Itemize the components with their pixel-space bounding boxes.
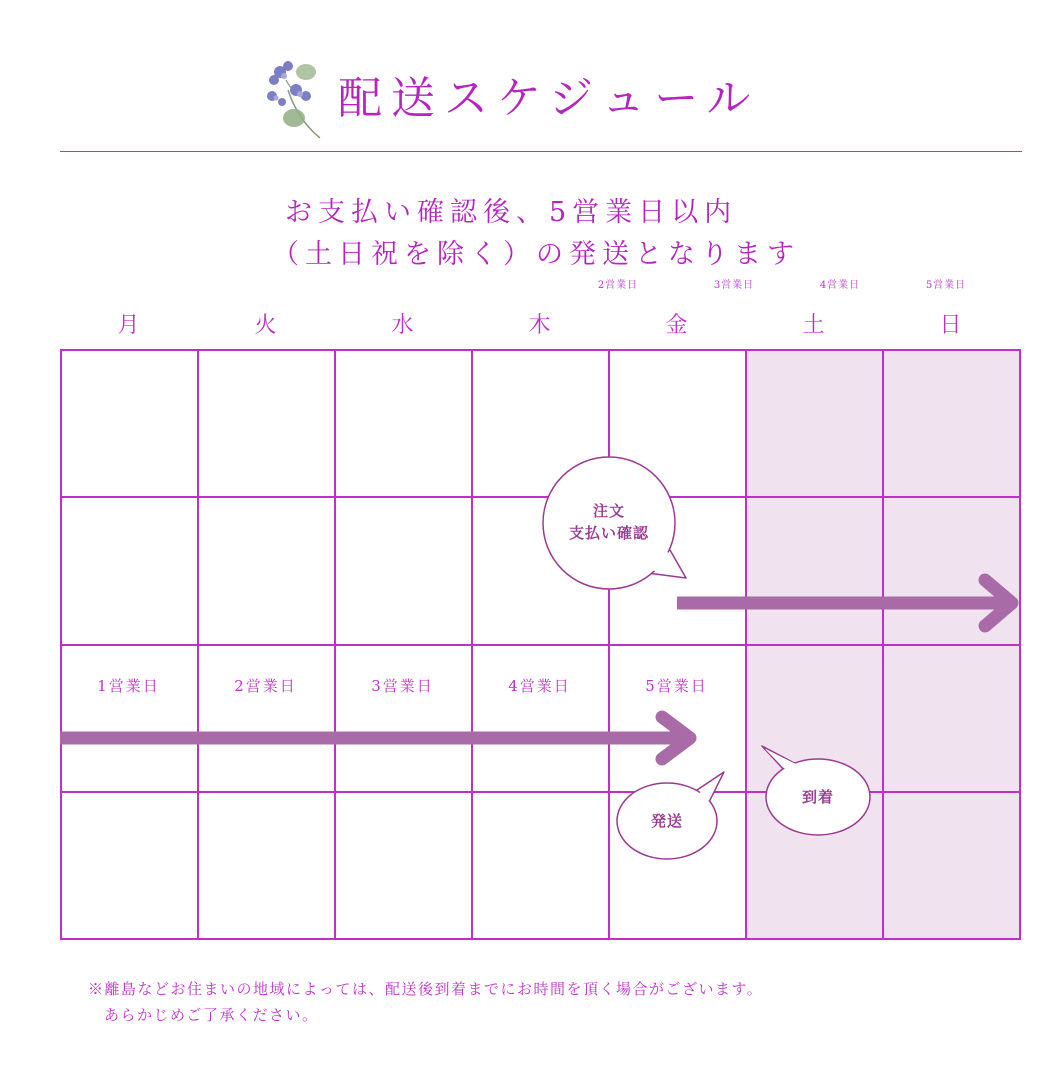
weekday-wed: 水	[391, 313, 414, 338]
order-bubble-line-2: 支払い確認	[568, 524, 649, 542]
business-day-label: 5営業日	[645, 677, 708, 695]
business-day-label: 3営業日	[371, 677, 434, 695]
order-bubble-text	[549, 500, 669, 544]
weekday-tue: 火	[254, 313, 277, 338]
weekday-sat: 土	[802, 313, 825, 338]
order-bubble-line-1: 注文	[592, 502, 625, 520]
header-business-day-4: 4営業日	[819, 280, 861, 291]
header-business-day-2: 2営業日	[597, 280, 639, 291]
arrow-business-days-icon	[60, 717, 690, 759]
header-business-day-3: 3営業日	[713, 280, 755, 291]
weekday-fri: 金	[665, 313, 688, 338]
business-day-label: 2営業日	[234, 677, 297, 695]
weekday-mon: 月	[117, 313, 140, 338]
header-business-day-5: 5営業日	[925, 280, 967, 291]
footnote	[88, 976, 763, 1028]
weekday-thu: 木	[528, 313, 551, 338]
business-day-label: 4営業日	[508, 677, 571, 695]
business-day-label: 1営業日	[97, 677, 160, 695]
subtitle-line-1: お支払い確認後、5営業日以内	[285, 197, 738, 228]
footnote-line-1: ※離島などお住まいの地域によっては、配送後到着までにお時間を頂く場合がございます。	[88, 980, 764, 998]
weekday-sun: 日	[939, 313, 962, 338]
subtitle-line-2: （土日祝を除く）の発送となります	[272, 239, 800, 270]
footnote-line-2: あらかじめご了承ください。	[104, 1006, 319, 1024]
ship-bubble-text: 発送	[650, 812, 683, 830]
arrive-bubble-text: 到着	[801, 788, 834, 806]
page-title: 配送スケジュール	[338, 73, 760, 124]
arrow-to-weekend-icon	[677, 580, 1012, 626]
